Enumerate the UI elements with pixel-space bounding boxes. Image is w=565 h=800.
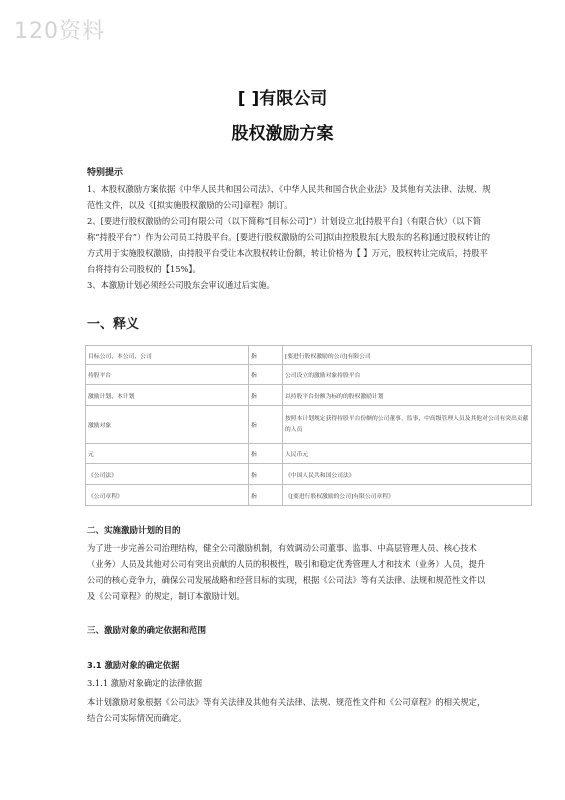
term-cell: 激励对象 — [86, 406, 249, 444]
table-row — [86, 385, 532, 406]
tips-item-3: 3、本激励计划必须经公司股东会审议通过后实施。 — [87, 280, 275, 290]
tips-item-1: 1、本股权激励方案依据《中华人民共和国公司法》、《中华人民共和国合伙企业法》及其他有关法律、法规、规范性文件，以及《[拟实施股权激励的公司]章程》制订。 — [87, 184, 491, 210]
section-heading-eligibility: 三、激励对象的确定依据和范围 — [87, 626, 207, 636]
table-row — [86, 444, 532, 464]
term-cell: 元 — [86, 444, 249, 464]
means-cell: 指 — [249, 444, 283, 464]
definitions-table — [85, 345, 532, 506]
purpose-body: 为了进一步完善公司治理结构，健全公司激励机制，有效调动公司董事、监事、中高层管理人员、核心技术（业务）人员及其他对公司有突出贡献的人员的积极性，吸引和稳定优秀管理人才和技术（业务）人员，提升公司的核心竞争力，确保公司发展战略和经营目标的实现，根据《公司法》等有关法律、法规和规范性文件以及《公司章程》的规定，制订本激励计划。 — [87, 543, 486, 601]
means-cell: 指 — [249, 385, 283, 406]
table-row — [86, 365, 532, 385]
definition-cell: 以持股平台份额为标的的股权激励计划 — [283, 385, 532, 406]
means-cell: 指 — [249, 464, 283, 485]
definition-cell: 公司设立的激励对象持股平台 — [283, 365, 532, 385]
means-cell: 指 — [249, 346, 283, 365]
term-cell: 《公司法》 — [86, 464, 249, 485]
term-cell: 《公司章程》 — [86, 485, 249, 506]
tips-heading: 特别提示 — [87, 168, 124, 178]
tips-item-2: 2、[要进行股权激励的公司]有限公司（以下简称“[目标公司]”）计划设立北[持股平台]（有限合伙）（以下简称“持股平台”）作为公司员工持股平台。[要进行股权激励的公司]拟由控股股东[大股东的名称]通过股权转让的方式用于实施股权激励，由持股平台受让本次股权转让份额，转让价格为【 】万元，股权转让完成后，持股平台将持有公司股权的【15%】。 — [87, 216, 491, 274]
definition-cell: 按照本计划规定获得持股平台份额的公司董事、监事、中高级管理人员及其他对公司有突出贡献的人员 — [283, 406, 532, 444]
term-cell: 持股平台 — [86, 365, 249, 385]
document-title-plan: 股权激励方案 — [231, 124, 334, 144]
document-title-company: [ ]有限公司 — [237, 89, 328, 109]
watermark: 120资料 — [14, 19, 105, 44]
section-heading-definitions: 一、释义 — [87, 317, 140, 332]
table-row — [86, 406, 532, 444]
table-row — [86, 464, 532, 485]
subsection-heading-3-1-1: 3.1.1 激励对象确定的法律依据 — [87, 678, 203, 688]
subsection-heading-3-1: 3.1 激励对象的确定依据 — [87, 660, 180, 670]
means-cell: 指 — [249, 485, 283, 506]
definition-cell: 《[要进行股权激励的公司]有限公司章程》 — [283, 485, 532, 506]
definition-cell: [要进行股权激励的公司]有限公司 — [283, 346, 532, 365]
section-heading-purpose: 二、实施激励计划的目的 — [87, 526, 181, 536]
definition-cell: 人民币元 — [283, 444, 532, 464]
eligibility-body: 本计划激励对象根据《公司法》等有关法律及其他有关法律、法规、规范性文件和《公司章程》的相关规定，结合公司实际情况而确定。 — [87, 697, 486, 723]
table-row — [86, 346, 532, 365]
definition-cell: 《中国人民共和国公司法》 — [283, 464, 532, 485]
means-cell: 指 — [249, 365, 283, 385]
means-cell: 指 — [249, 406, 283, 444]
term-cell: 目标公司、本公司、公司 — [86, 346, 249, 365]
term-cell: 激励计划、本计划 — [86, 385, 249, 406]
table-row — [86, 485, 532, 506]
